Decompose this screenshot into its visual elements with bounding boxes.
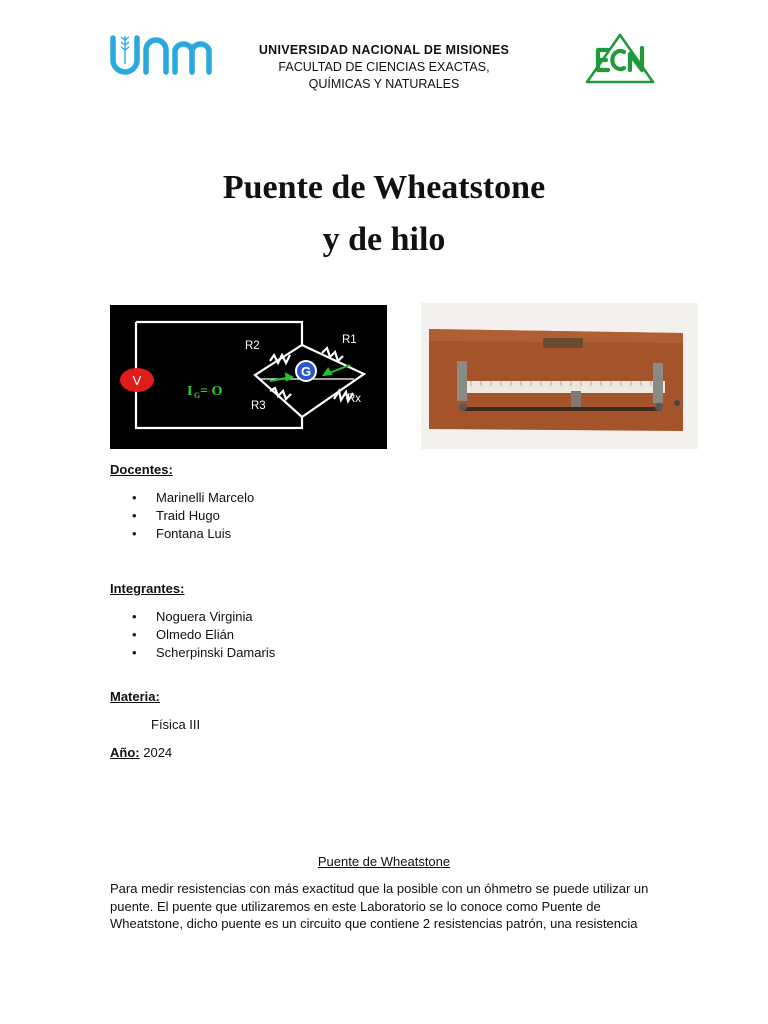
list-item: • Marinelli Marcelo — [132, 490, 255, 505]
university-header — [214, 42, 554, 93]
label-ig-sub: G — [194, 391, 201, 400]
materia-label: Materia: — [110, 689, 160, 704]
unam-logo-icon — [108, 32, 212, 78]
integrantes-label: Integrantes: — [110, 581, 185, 596]
ecn-logo-icon — [584, 32, 656, 86]
galvanometer-label: G — [300, 364, 312, 379]
integrantes-section — [110, 580, 275, 662]
section-paragraph: Para medir resistencias con más exactitud que la posible con un óhmetro se puede utilizar un puente. El puente que utilizaremos en este Laboratorio se lo conoce como Puente de Wheatstone, dicho puente es un circuito que contiene 2 resistencias patrón, una resistencia — [110, 881, 649, 931]
anio-value: 2024 — [143, 745, 173, 760]
anio-line — [110, 744, 172, 762]
document-title — [0, 162, 768, 266]
list-item: • Traid Hugo — [132, 508, 220, 523]
faculty-line-2: QUÍMICAS Y NATURALES — [308, 77, 460, 91]
wheatstone-circuit-diagram — [110, 305, 387, 449]
slide-wire-bridge-photo — [421, 303, 698, 449]
university-name: UNIVERSIDAD NACIONAL DE MISIONES — [258, 43, 510, 57]
anio-label: Año: — [110, 745, 140, 760]
label-r1: R1 — [342, 334, 357, 346]
section-title: Puente de Wheatstone — [317, 854, 451, 869]
docentes-section — [110, 461, 254, 543]
label-ig-eq: = O — [200, 384, 223, 399]
voltmeter-label: V — [132, 373, 142, 388]
faculty-line-1: FACULTAD DE CIENCIAS EXACTAS, — [278, 60, 490, 74]
title-line-1: Puente de Wheatstone — [222, 169, 546, 206]
list-item: • Olmedo Elián — [132, 627, 235, 642]
materia-value: Física III — [151, 717, 201, 732]
integrantes-list — [110, 608, 275, 662]
label-r3: R3 — [251, 400, 266, 412]
materia-section — [110, 688, 160, 706]
label-rx: Rx — [347, 393, 362, 405]
title-line-2: y de hilo — [322, 221, 446, 258]
docentes-list — [110, 489, 254, 543]
list-item: • Fontana Luis — [132, 526, 232, 541]
docentes-label: Docentes: — [110, 462, 173, 477]
label-r2: R2 — [245, 340, 260, 352]
label-ig: I — [187, 384, 193, 399]
list-item: • Scherpinski Damaris — [132, 645, 276, 660]
list-item: • Noguera Virginia — [132, 609, 253, 624]
